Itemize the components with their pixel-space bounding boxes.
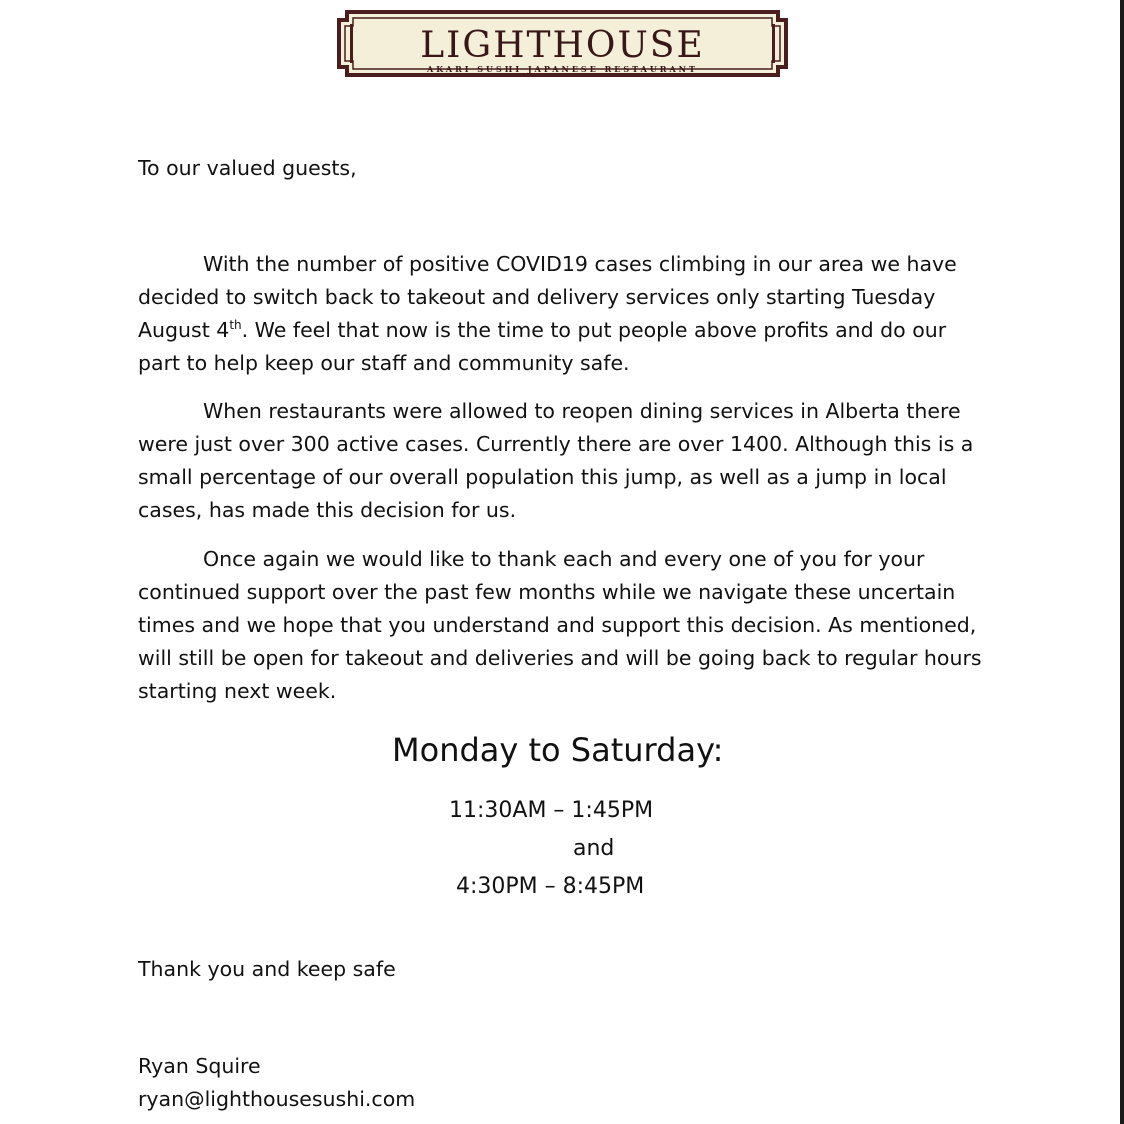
p2-line-1: When restaurants were allowed to reopen dining services in Alberta there — [203, 399, 961, 423]
p1-line-4: part to help keep our staff and community safe. — [138, 351, 630, 375]
paragraph-1 — [138, 248, 998, 380]
p2-line-3: small percentage of our overall population this jump, as well as a jump in local — [138, 465, 947, 489]
page-edge-border — [1120, 0, 1124, 1124]
restaurant-logo — [337, 10, 788, 77]
signature-name: Ryan Squire — [138, 1054, 261, 1078]
p1-line-3 — [138, 314, 998, 347]
paragraph-2 — [138, 395, 998, 527]
p3-line-5: starting next week. — [138, 679, 337, 703]
p1-line-3-start: August 4 — [138, 318, 230, 342]
salutation: To our valued guests, — [138, 156, 357, 180]
p2-line-2: were just over 300 active cases. Currently there are over 1400. Although this is a — [138, 432, 974, 456]
p3-line-2: continued support over the past few months while we navigate these uncertain — [138, 580, 956, 604]
p1-line-1: With the number of positive COVID19 cases climbing in our area we have — [203, 252, 957, 276]
p3-line-4: will still be open for takeout and deliveries and will be going back to regular hours — [138, 646, 982, 670]
closing-line: Thank you and keep safe — [138, 957, 396, 981]
p3-line-3: times and we hope that you understand and support this decision. As mentioned, — [138, 613, 977, 637]
p3-line-1: Once again we would like to thank each and every one of you for your — [203, 547, 925, 571]
signature-email: ryan@lighthousesushi.com — [138, 1087, 416, 1111]
logo-title: LIGHTHOUSE — [420, 25, 705, 66]
hours-heading: Monday to Saturday: — [392, 731, 724, 769]
p2-line-4: cases, has made this decision for us. — [138, 498, 517, 522]
hours-lunch: 11:30AM – 1:45PM — [449, 798, 654, 823]
hours-dinner: 4:30PM – 8:45PM — [456, 874, 645, 899]
ordinal-suffix: th — [229, 318, 242, 333]
hours-and: and — [573, 836, 615, 861]
paragraph-3 — [138, 543, 998, 708]
logo-subtitle: AKARI SUSHI JAPANESE RESTAURANT — [427, 64, 698, 74]
p1-line-3-end: . We feel that now is the time to put people above profits and do our — [241, 318, 947, 342]
p1-line-2: decided to switch back to takeout and delivery services only starting Tuesday — [138, 285, 936, 309]
